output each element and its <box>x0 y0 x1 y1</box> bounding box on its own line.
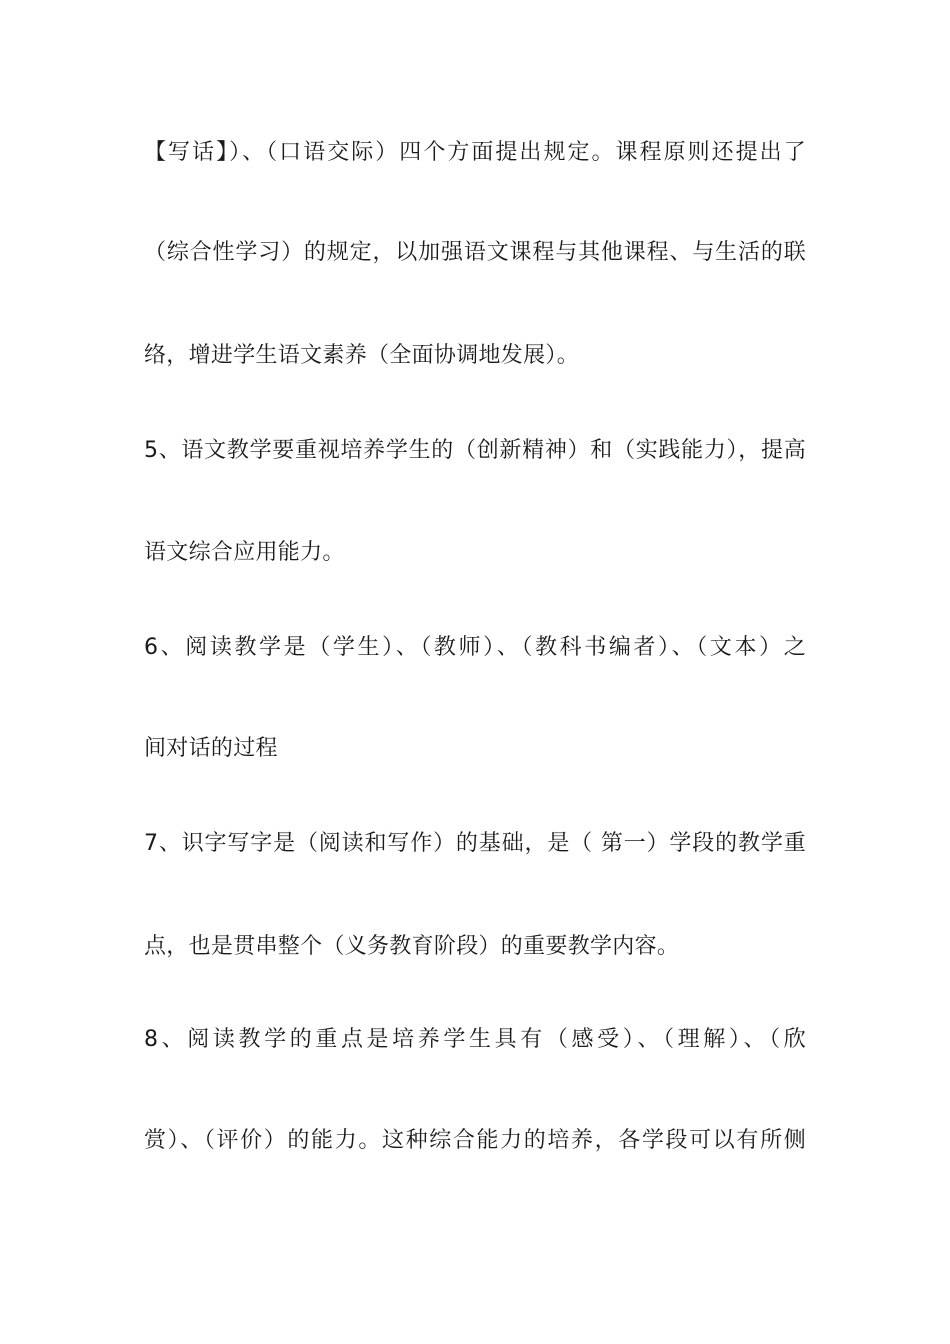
text-line: 络，增进学生语文素养（全面协调地发展）。 <box>144 343 580 368</box>
text-line: 8、阅读教学的重点是培养学生具有（感受）、（理解）、（欣 <box>144 1027 806 1052</box>
text-line: 【写话】）、（口语交际）四个方面提出规定。课程原则还提出了 <box>144 140 806 165</box>
text-line: （综合性学习）的规定，以加强语文课程与其他课程、与生活的联 <box>144 240 806 265</box>
text-line: 7、识字写字是（阅读和写作）的基础，是（ 第一）学段的教学重 <box>144 831 806 856</box>
text-line: 5、语文教学要重视培养学生的（创新精神）和（实践能力），提高 <box>144 438 806 463</box>
text-line: 语文综合应用能力。 <box>144 540 345 565</box>
text-line: 间对话的过程 <box>144 736 278 761</box>
text-line: 点，也是贯串整个（义务教育阶段）的重要教学内容。 <box>144 934 680 959</box>
text-line: 6、阅读教学是（学生）、（教师）、（教科书编者）、（文本）之 <box>144 635 806 660</box>
text-line: 赏）、（评价）的能力。这种综合能力的培养，各学段可以有所侧 <box>144 1128 806 1153</box>
